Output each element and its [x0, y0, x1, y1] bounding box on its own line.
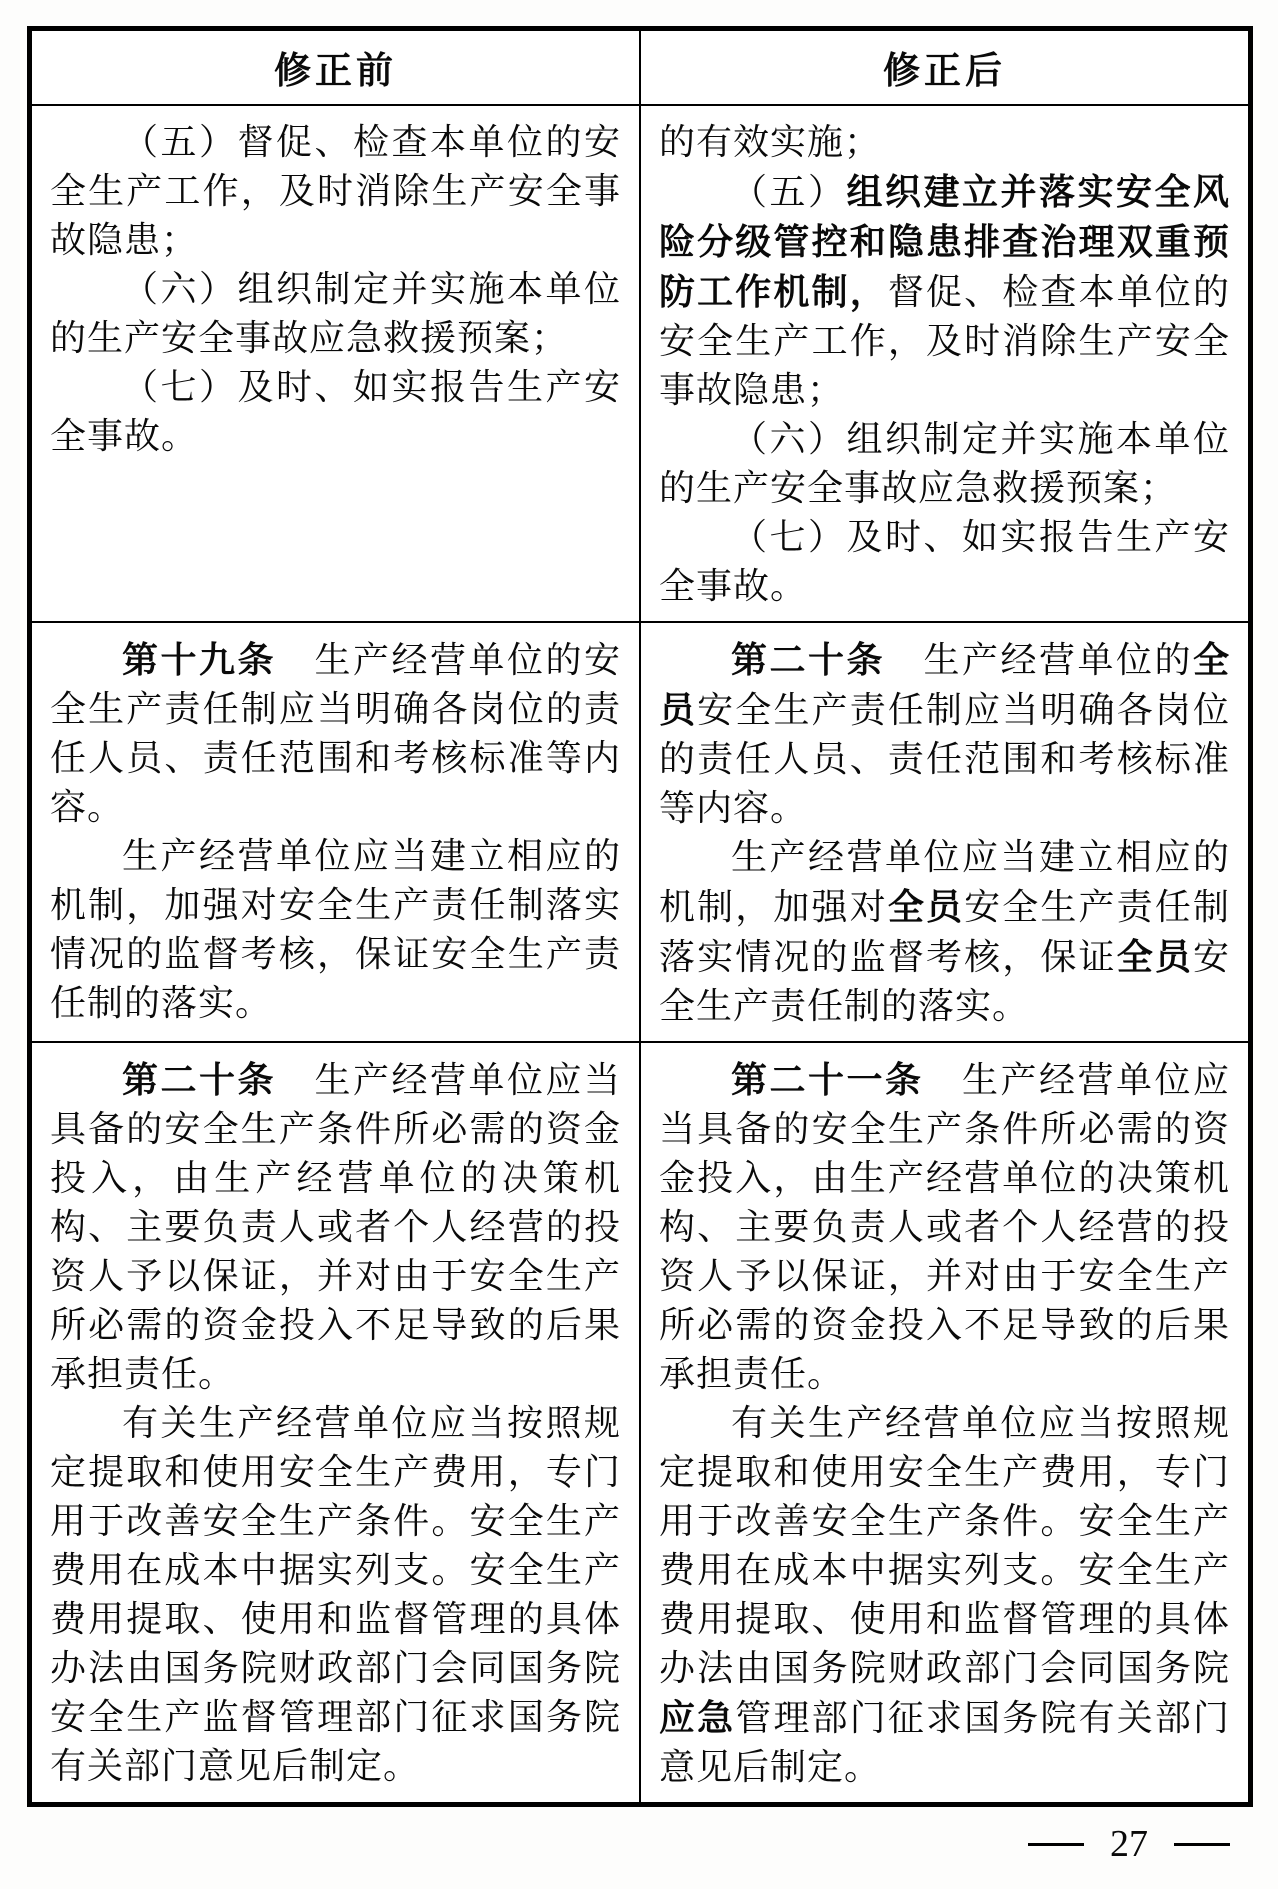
paragraph [50, 118, 621, 265]
text-segment: 生产经营单位的安全生产责任制应当明确各岗位的责任人员、责任范围和考核标准等内容。 [50, 639, 621, 827]
amended-bold-text: 全员 [1116, 935, 1193, 977]
cell-after-row-2 [640, 622, 1251, 1042]
amended-bold-text: 第二十条 [122, 1058, 276, 1100]
page-number-value: 27 [1110, 1823, 1148, 1865]
cell-after-row-1 [640, 105, 1251, 622]
paragraph [659, 167, 1230, 415]
text-segment: 的有效实施； [659, 121, 882, 162]
paragraph [659, 513, 1230, 611]
table-row-1 [30, 105, 1251, 622]
amended-bold-text: 第二十条 [731, 638, 885, 680]
paragraph [659, 833, 1230, 1031]
paragraph [50, 635, 621, 832]
paragraph [50, 363, 621, 461]
text-segment: 督促、检查本单位的安全生产工作，及时消除生产安全事故隐患； [659, 271, 1230, 410]
text-segment: （七）及时、如实报告生产安全事故。 [50, 366, 621, 456]
paragraph [50, 265, 621, 363]
text-segment: 安全生产责任制的落实。 [659, 936, 1230, 1026]
amended-bold-text: 第十九条 [122, 638, 276, 680]
amended-bold-text: 应急 [659, 1696, 736, 1738]
cell-before-row-2 [30, 622, 641, 1042]
paragraph [50, 832, 621, 1028]
cell-before-row-1 [30, 105, 641, 622]
table-row-2 [30, 622, 1251, 1042]
text-segment: （六）组织制定并实施本单位的生产安全事故应急救援预案； [50, 268, 621, 358]
amended-bold-text: 第二十一条 [731, 1058, 924, 1100]
text-segment: 安全生产责任制应当明确各岗位的责任人员、责任范围和考核标准等内容。 [659, 689, 1230, 828]
column-header-after: 修正后 [640, 29, 1251, 105]
text-segment: （五）督促、检查本单位的安全生产工作，及时消除生产安全事故隐患； [50, 121, 621, 260]
table-body [30, 105, 1251, 1805]
text-segment: 生产经营单位应当具备的安全生产条件所必需的资金投入，由生产经营单位的决策机构、主要负责人或者个人经营的投资人予以保证，并对由于安全生产所必需的资金投入不足导致的后果承担责任。 [659, 1059, 1230, 1394]
amendment-comparison-table [27, 26, 1253, 1807]
column-header-before: 修正前 [30, 29, 641, 105]
text-segment: 生产经营单位应当建立相应的机制，加强对 [659, 836, 1230, 927]
paragraph [659, 415, 1230, 513]
text-segment: 有关生产经营单位应当按照规定提取和使用安全生产费用，专门用于改善安全生产条件。安全生产费用在成本中据实列支。安全生产费用提取、使用和监督管理的具体办法由国务院财政部门会同国务院安全生产监督管理部门征求国务院有关部门意见后制定。 [50, 1402, 621, 1786]
paragraph [50, 1055, 621, 1399]
table-header-row [30, 29, 1251, 105]
paragraph [659, 118, 1230, 167]
paragraph [659, 635, 1230, 833]
text-segment: 生产经营单位应当建立相应的机制，加强对安全生产责任制落实情况的监督考核，保证安全生产责任制的落实。 [50, 835, 621, 1023]
text-segment: （五） [731, 171, 847, 212]
table-row-3 [30, 1042, 1251, 1805]
cell-before-row-3 [30, 1042, 641, 1805]
paragraph [50, 1399, 621, 1791]
text-segment: 生产经营单位的 [885, 639, 1193, 680]
text-segment: 生产经营单位应当具备的安全生产条件所必需的资金投入，由生产经营单位的决策机构、主要负责人或者个人经营的投资人予以保证，并对由于安全生产所必需的资金投入不足导致的后果承担责任。 [50, 1059, 621, 1394]
page-number [1028, 1825, 1230, 1863]
text-segment: 管理部门征求国务院有关部门意见后制定。 [659, 1697, 1230, 1787]
paragraph [659, 1055, 1230, 1399]
text-segment: （七）及时、如实报告生产安全事故。 [659, 516, 1230, 606]
page-number-right-dash [1174, 1843, 1230, 1846]
amended-bold-text: 全员 [887, 885, 965, 927]
text-segment: 有关生产经营单位应当按照规定提取和使用安全生产费用，专门用于改善安全生产条件。安全生产费用在成本中据实列支。安全生产费用提取、使用和监督管理的具体办法由国务院财政部门会同国务院 [659, 1402, 1230, 1688]
amended-bold-text: 组织建立并落实安全风险分级管控和隐患排查治理双重预防工作机制， [659, 170, 1230, 312]
cell-after-row-3 [640, 1042, 1251, 1805]
paragraph [659, 1399, 1230, 1792]
amended-bold-text: 全员 [659, 638, 1230, 730]
page-number-left-dash [1028, 1843, 1084, 1846]
text-segment: 安全生产责任制落实情况的监督考核，保证 [659, 886, 1230, 977]
text-segment: （六）组织制定并实施本单位的生产安全事故应急救援预案； [659, 418, 1230, 508]
